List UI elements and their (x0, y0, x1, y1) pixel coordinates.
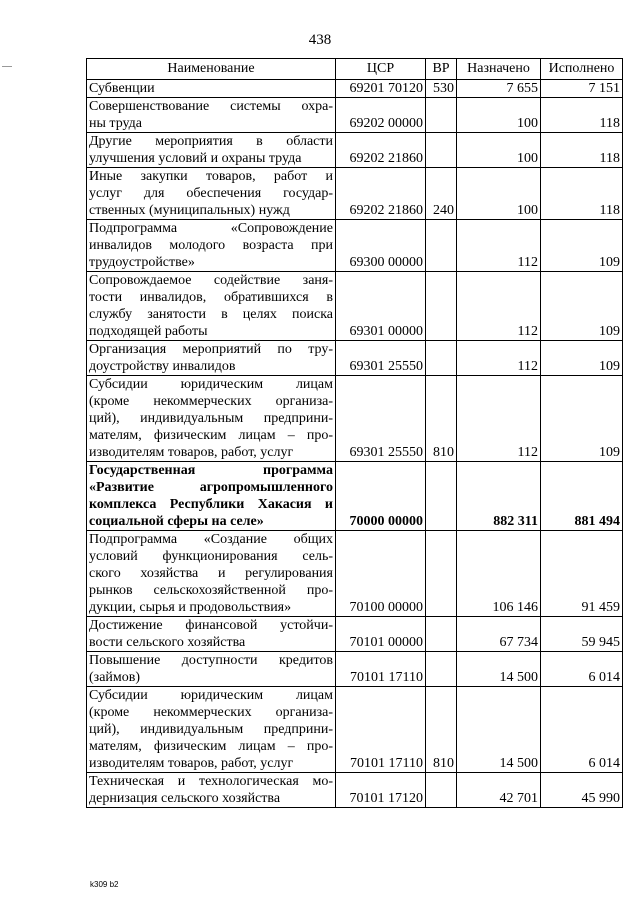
row-name-line: Государственная программа (89, 463, 333, 478)
row-name (87, 531, 336, 617)
row-assigned: 112 (457, 220, 541, 272)
header-executed: Исполнено (541, 59, 623, 80)
row-assigned: 112 (457, 376, 541, 462)
row-assigned: 7 655 (457, 80, 541, 98)
row-csr: 70101 00000 (336, 617, 426, 652)
row-name-line: рынков сельскохозяйственной про- (89, 583, 333, 598)
row-executed: 109 (541, 220, 623, 272)
row-vr (426, 462, 457, 531)
row-vr: 530 (426, 80, 457, 98)
header-assigned: Назначено (457, 59, 541, 80)
table-header-row (87, 59, 623, 80)
table-row (87, 168, 623, 220)
row-executed: 91 459 (541, 531, 623, 617)
row-executed: 7 151 (541, 80, 623, 98)
table-row (87, 80, 623, 98)
row-name-line: доустройству инвалидов (89, 359, 236, 374)
row-name-line: мателям, физическим лицам – про- (89, 739, 333, 754)
row-name-line: «Развитие агропромышленного (89, 480, 333, 495)
row-name-line: трудоустройстве» (89, 255, 195, 270)
row-name-line: ций), индивидуальным предприни- (89, 722, 333, 737)
table-row (87, 462, 623, 531)
table-row (87, 376, 623, 462)
row-vr (426, 220, 457, 272)
row-csr: 70000 00000 (336, 462, 426, 531)
row-name-line: Достижение финансовой устойчи- (89, 618, 333, 633)
row-csr: 69300 00000 (336, 220, 426, 272)
table-row (87, 773, 623, 808)
row-vr (426, 133, 457, 168)
table-row (87, 220, 623, 272)
row-assigned: 112 (457, 341, 541, 376)
row-name-line: ций), индивидуальным предприни- (89, 411, 333, 426)
footer-code: k309 b2 (90, 880, 119, 889)
row-assigned: 100 (457, 133, 541, 168)
row-name-line: вости сельского хозяйства (89, 635, 246, 650)
row-name-line: Совершенствование системы охра- (89, 99, 333, 114)
row-name-line: мателям, физическим лицам – про- (89, 428, 333, 443)
row-name-line: службу занятости в целях поиска (89, 307, 333, 322)
row-name (87, 617, 336, 652)
row-name-line: Техническая и технологическая мо- (89, 774, 333, 789)
row-csr: 70101 17110 (336, 687, 426, 773)
row-executed: 118 (541, 133, 623, 168)
row-name-line: дукции, сырья и продовольствия» (89, 600, 292, 615)
row-name-line: Повышение доступности кредитов (89, 653, 333, 668)
row-name (87, 341, 336, 376)
page-number: 438 (308, 32, 332, 48)
row-assigned: 100 (457, 98, 541, 133)
row-csr: 69301 00000 (336, 272, 426, 341)
row-vr (426, 773, 457, 808)
row-executed: 109 (541, 341, 623, 376)
row-csr: 69301 25550 (336, 376, 426, 462)
table-row (87, 272, 623, 341)
row-name (87, 272, 336, 341)
row-executed: 118 (541, 168, 623, 220)
row-name-line: (займов) (89, 670, 141, 685)
table-row (87, 98, 623, 133)
row-csr: 69202 00000 (336, 98, 426, 133)
table-row (87, 617, 623, 652)
row-name-line: социальной сферы на селе» (89, 514, 264, 529)
row-vr (426, 98, 457, 133)
header-name: Наименование (87, 59, 336, 80)
row-name (87, 652, 336, 687)
row-name (87, 98, 336, 133)
row-name (87, 168, 336, 220)
row-executed: 45 990 (541, 773, 623, 808)
row-csr: 69202 21860 (336, 133, 426, 168)
row-name (87, 773, 336, 808)
row-name-line: ственных (муниципальных) нужд (89, 203, 290, 218)
row-name-line: Подпрограмма «Создание общих (89, 532, 333, 547)
row-name-line: комплекса Республики Хакасия и (89, 497, 333, 512)
row-vr (426, 531, 457, 617)
row-name-line: ны труда (89, 116, 142, 131)
row-vr (426, 652, 457, 687)
row-assigned: 100 (457, 168, 541, 220)
row-executed: 59 945 (541, 617, 623, 652)
table-body (87, 80, 623, 808)
row-name-line: Другие мероприятия в области (89, 134, 333, 149)
row-name-line: дернизация сельского хозяйства (89, 791, 281, 806)
row-name-line: улучшения условий и охраны труда (89, 151, 302, 166)
row-vr (426, 341, 457, 376)
row-executed: 109 (541, 272, 623, 341)
row-assigned: 14 500 (457, 652, 541, 687)
row-name-line: Сопровождаемое содействие заня- (89, 273, 333, 288)
row-name (87, 80, 336, 98)
row-csr: 69201 70120 (336, 80, 426, 98)
header-csr: ЦСР (336, 59, 426, 80)
row-vr (426, 617, 457, 652)
row-executed: 6 014 (541, 652, 623, 687)
row-assigned: 42 701 (457, 773, 541, 808)
row-csr: 69202 21860 (336, 168, 426, 220)
row-name-line: Организация мероприятий по тру- (89, 342, 333, 357)
row-executed: 881 494 (541, 462, 623, 531)
table-row (87, 133, 623, 168)
row-name-line: (кроме некоммерческих организа- (89, 705, 333, 720)
row-name-line: тости инвалидов, обратившихся в (89, 290, 333, 305)
margin-mark (2, 66, 12, 67)
table-row (87, 652, 623, 687)
row-name-line: подходящей работы (89, 324, 208, 339)
table-row (87, 341, 623, 376)
row-csr: 70101 17110 (336, 652, 426, 687)
row-assigned: 67 734 (457, 617, 541, 652)
row-name-line: Субсидии юридическим лицам (89, 688, 333, 703)
row-executed: 109 (541, 376, 623, 462)
row-vr: 810 (426, 687, 457, 773)
row-vr: 810 (426, 376, 457, 462)
row-name-line: Подпрограмма «Сопровождение (89, 221, 333, 236)
row-csr: 70101 17120 (336, 773, 426, 808)
header-vr: ВР (426, 59, 457, 80)
row-name-line: Иные закупки товаров, работ и (89, 169, 333, 184)
row-name (87, 133, 336, 168)
row-csr: 69301 25550 (336, 341, 426, 376)
row-name-line: условий функционирования сель- (89, 549, 333, 564)
row-name-line: услуг для обеспечения государ- (89, 186, 333, 201)
row-assigned: 882 311 (457, 462, 541, 531)
row-name-line: изводителям товаров, работ, услуг (89, 756, 294, 771)
table-row (87, 687, 623, 773)
budget-table (86, 58, 623, 808)
row-name-line: ского хозяйства и регулирования (89, 566, 333, 581)
row-executed: 6 014 (541, 687, 623, 773)
row-executed: 118 (541, 98, 623, 133)
row-assigned: 14 500 (457, 687, 541, 773)
row-vr (426, 272, 457, 341)
row-vr: 240 (426, 168, 457, 220)
row-name-line: (кроме некоммерческих организа- (89, 394, 333, 409)
row-name (87, 220, 336, 272)
row-name-line: изводителям товаров, работ, услуг (89, 445, 294, 460)
row-assigned: 106 146 (457, 531, 541, 617)
row-name-line: Субсидии юридическим лицам (89, 377, 333, 392)
row-csr: 70100 00000 (336, 531, 426, 617)
row-name (87, 462, 336, 531)
row-assigned: 112 (457, 272, 541, 341)
row-name-line: инвалидов молодого возраста при (89, 238, 333, 253)
row-name (87, 687, 336, 773)
table-row (87, 531, 623, 617)
row-name (87, 376, 336, 462)
row-name-line: Субвенции (89, 81, 155, 96)
